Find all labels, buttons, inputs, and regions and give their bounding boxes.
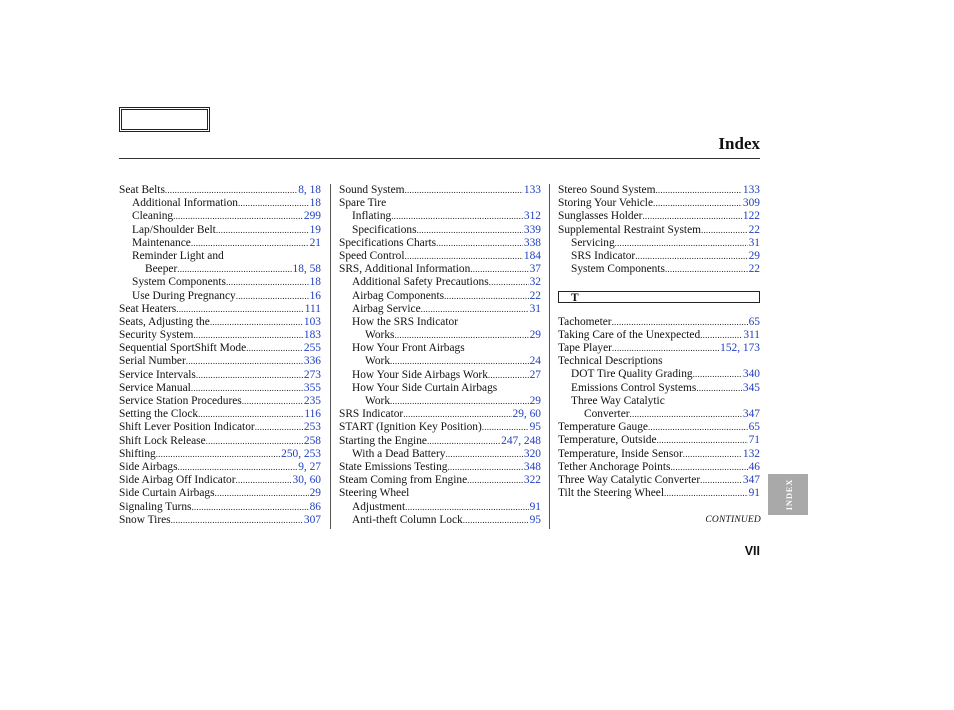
dot-leader bbox=[444, 290, 529, 303]
page-reference-link[interactable]: 22 bbox=[529, 289, 541, 302]
page-reference-link[interactable]: 322 bbox=[523, 474, 541, 487]
dot-leader bbox=[657, 434, 748, 447]
index-subentry bbox=[119, 263, 321, 276]
dot-leader bbox=[417, 224, 523, 237]
index-subentry bbox=[339, 290, 541, 303]
page-reference-link[interactable]: 307 bbox=[303, 513, 321, 526]
page-reference-link[interactable]: 348 bbox=[523, 460, 541, 473]
page-reference-link[interactable]: 355 bbox=[303, 381, 321, 394]
dot-leader bbox=[445, 448, 522, 461]
dot-leader bbox=[191, 237, 309, 250]
entry-text: SRS, Additional Information bbox=[339, 263, 471, 276]
dot-leader bbox=[156, 448, 280, 461]
entry-text: How the SRS Indicator bbox=[352, 315, 458, 328]
index-subentry bbox=[339, 355, 541, 368]
page-reference-link[interactable]: 71 bbox=[748, 434, 760, 447]
dot-leader bbox=[612, 342, 719, 355]
page-reference-link[interactable]: 336 bbox=[303, 355, 321, 368]
page-number: VII bbox=[744, 544, 760, 558]
index-entry bbox=[558, 474, 760, 487]
entry-text: Anti-theft Column Lock bbox=[352, 513, 463, 526]
index-subentry bbox=[558, 382, 760, 395]
page-reference-link[interactable]: 183 bbox=[303, 329, 321, 342]
dot-leader bbox=[447, 461, 522, 474]
entry-text: Additional Information bbox=[132, 197, 238, 210]
dot-leader bbox=[665, 263, 748, 276]
index-column-2 bbox=[339, 184, 541, 529]
entry-text: Technical Descriptions bbox=[558, 355, 663, 368]
page-reference-link[interactable]: 345 bbox=[742, 381, 760, 394]
dot-leader bbox=[178, 461, 298, 474]
dot-leader bbox=[664, 487, 748, 500]
index-subentry bbox=[119, 210, 321, 223]
dot-leader bbox=[193, 329, 303, 342]
entry-text: Additional Safety Precautions bbox=[352, 276, 489, 289]
index-subentry bbox=[119, 276, 321, 289]
dot-leader bbox=[405, 250, 523, 263]
dot-leader bbox=[226, 276, 309, 289]
page-reference-link[interactable]: 95 bbox=[529, 421, 541, 434]
page-reference-link[interactable]: 122 bbox=[742, 210, 760, 223]
index-subentry bbox=[339, 210, 541, 223]
entry-text: Seat Heaters bbox=[119, 302, 177, 315]
dot-leader bbox=[405, 501, 528, 514]
dot-leader bbox=[390, 355, 529, 368]
page-reference-link[interactable]: 111 bbox=[304, 302, 321, 315]
page-reference-link[interactable]: 133 bbox=[523, 184, 541, 196]
index-entry bbox=[558, 342, 760, 355]
index-subentry bbox=[339, 224, 541, 237]
index-side-tab[interactable] bbox=[768, 474, 808, 515]
dot-leader bbox=[403, 408, 511, 421]
index-entry bbox=[119, 474, 321, 487]
page-reference-link[interactable]: 32 bbox=[529, 276, 541, 289]
index-subentry bbox=[119, 237, 321, 250]
page-reference-link[interactable]: 24 bbox=[529, 355, 541, 368]
index-entry bbox=[558, 421, 760, 434]
entry-text: Side Curtain Airbags bbox=[119, 487, 215, 500]
index-entry bbox=[339, 435, 541, 448]
entry-text: Cleaning bbox=[132, 210, 174, 223]
dot-leader bbox=[648, 421, 748, 434]
index-subentry bbox=[339, 342, 541, 355]
dot-leader bbox=[390, 395, 529, 408]
index-entry bbox=[119, 382, 321, 395]
index-entry bbox=[339, 421, 541, 434]
entry-text: Service Intervals bbox=[119, 368, 196, 381]
entry-text: Serial Number bbox=[119, 355, 186, 368]
entry-text: Servicing bbox=[571, 236, 615, 249]
index-entry bbox=[339, 461, 541, 474]
entry-text: Temperature, Inside Sensor bbox=[558, 447, 683, 460]
index-entry bbox=[339, 474, 541, 487]
entry-text: Adjustment bbox=[352, 500, 406, 513]
dot-leader bbox=[642, 210, 741, 223]
entry-text: Airbag Service bbox=[352, 302, 421, 315]
dot-leader bbox=[215, 487, 309, 500]
entry-text: Steam Coming from Engine bbox=[339, 474, 468, 487]
index-subentry bbox=[339, 448, 541, 461]
entry-text: Sound System bbox=[339, 184, 405, 196]
page-reference-link[interactable]: 255 bbox=[303, 342, 321, 355]
index-subentry bbox=[558, 237, 760, 250]
index-entry bbox=[558, 329, 760, 342]
index-entry bbox=[558, 197, 760, 210]
dot-leader bbox=[236, 474, 292, 487]
page-reference-link[interactable]: 235 bbox=[303, 395, 321, 407]
index-entry bbox=[119, 355, 321, 368]
entry-text: Supplemental Restraint System bbox=[558, 223, 702, 236]
index-entry bbox=[339, 487, 541, 500]
index-entry bbox=[119, 369, 321, 382]
header-box bbox=[119, 107, 210, 132]
entry-text: Shift Lever Position Indicator bbox=[119, 421, 255, 434]
page-reference-link[interactable]: 86 bbox=[309, 500, 321, 513]
entry-text: System Components bbox=[571, 263, 665, 276]
page-reference-link[interactable]: 37 bbox=[529, 263, 541, 276]
page-reference-link[interactable]: 132 bbox=[742, 447, 760, 460]
entry-text: Tachometer bbox=[558, 315, 612, 328]
dot-leader bbox=[700, 474, 742, 487]
dot-leader bbox=[696, 382, 742, 395]
index-column-1 bbox=[119, 184, 321, 529]
page-reference-link[interactable]: 339 bbox=[523, 223, 541, 236]
index-entry bbox=[119, 487, 321, 500]
dot-leader bbox=[242, 395, 303, 408]
dot-leader bbox=[206, 435, 303, 448]
dot-leader bbox=[467, 474, 523, 487]
index-subentry bbox=[339, 303, 541, 316]
page-reference-link[interactable]: 18 bbox=[309, 197, 321, 210]
entry-text: Works bbox=[365, 329, 395, 342]
index-entry bbox=[558, 461, 760, 474]
entry-text: Reminder Light and bbox=[132, 249, 224, 262]
dot-leader bbox=[615, 237, 748, 250]
dot-leader bbox=[436, 237, 523, 250]
dot-leader bbox=[191, 382, 303, 395]
entry-text: Temperature, Outside bbox=[558, 434, 657, 447]
dot-leader bbox=[394, 329, 528, 342]
entry-text: Seats, Adjusting the bbox=[119, 315, 210, 328]
page-reference-link[interactable]: 116 bbox=[304, 408, 321, 421]
header-rule bbox=[119, 158, 760, 159]
entry-text: SRS Indicator bbox=[339, 408, 404, 421]
page-reference-link[interactable]: 18, 58 bbox=[292, 263, 321, 276]
index-entry bbox=[119, 184, 321, 197]
page-reference-link[interactable]: 16 bbox=[309, 289, 321, 302]
entry-text: Steering Wheel bbox=[339, 487, 410, 500]
dot-leader bbox=[488, 369, 529, 382]
page-reference-link[interactable]: 91 bbox=[529, 500, 541, 513]
entry-text: Tilt the Steering Wheel bbox=[558, 487, 664, 500]
entry-text: Tape Player bbox=[558, 342, 612, 355]
dot-leader bbox=[700, 329, 742, 342]
entry-text: Beeper bbox=[145, 263, 178, 276]
index-entry bbox=[558, 224, 760, 237]
index-entry bbox=[558, 487, 760, 500]
page-reference-link[interactable]: 299 bbox=[303, 210, 321, 223]
page-reference-link[interactable]: 347 bbox=[742, 473, 760, 486]
entry-text: Service Station Procedures bbox=[119, 395, 242, 407]
entry-text: Signaling Turns bbox=[119, 500, 192, 513]
index-entry bbox=[119, 435, 321, 448]
page-reference-link[interactable]: 338 bbox=[523, 236, 541, 249]
dot-leader bbox=[255, 421, 303, 434]
entry-text: Side Airbags bbox=[119, 460, 178, 473]
dot-leader bbox=[463, 514, 529, 527]
index-subentry bbox=[339, 382, 541, 395]
index-subentry bbox=[558, 368, 760, 381]
page-reference-link[interactable]: 133 bbox=[742, 184, 760, 196]
section-spacer bbox=[558, 276, 760, 289]
index-entry bbox=[119, 316, 321, 329]
entry-text: Sunglasses Holder bbox=[558, 210, 643, 223]
dot-leader bbox=[176, 303, 304, 316]
dot-leader bbox=[391, 210, 523, 223]
page-reference-link[interactable]: 309 bbox=[742, 197, 760, 210]
entry-text: Emissions Control Systems bbox=[571, 381, 697, 394]
index-subentry bbox=[119, 224, 321, 237]
index-subentry bbox=[119, 197, 321, 210]
dot-leader bbox=[421, 303, 529, 316]
index-entry bbox=[119, 448, 321, 461]
section-spacer bbox=[558, 303, 760, 316]
dot-leader bbox=[196, 369, 303, 382]
entry-text: How Your Side Airbags Work bbox=[352, 368, 488, 381]
index-entry bbox=[558, 316, 760, 329]
entry-text: Starting the Engine bbox=[339, 434, 427, 447]
entry-text: How Your Side Curtain Airbags bbox=[352, 381, 498, 394]
page-reference-link[interactable]: 247, 248 bbox=[501, 434, 541, 447]
page-reference-link[interactable]: 21 bbox=[309, 236, 321, 249]
dot-leader bbox=[489, 276, 529, 289]
index-entry bbox=[119, 303, 321, 316]
index-entry bbox=[339, 250, 541, 263]
index-entry bbox=[119, 329, 321, 342]
page-reference-link[interactable]: 91 bbox=[748, 487, 760, 500]
dot-leader bbox=[670, 461, 747, 474]
index-entry bbox=[339, 184, 541, 197]
index-entry bbox=[119, 501, 321, 514]
entry-text: Storing Your Vehicle bbox=[558, 197, 654, 210]
dot-leader bbox=[470, 263, 528, 276]
page-reference-link[interactable]: 250, 253 bbox=[281, 447, 321, 460]
page-reference-link[interactable]: 30, 60 bbox=[292, 474, 321, 487]
dot-leader bbox=[655, 184, 741, 197]
page-title: Index bbox=[718, 134, 760, 153]
entry-text: Specifications bbox=[352, 223, 417, 236]
entry-text: Service Manual bbox=[119, 381, 191, 394]
index-entry bbox=[558, 184, 760, 197]
entry-text: Airbag Components bbox=[352, 289, 445, 302]
index-subentry bbox=[339, 369, 541, 382]
index-subentry bbox=[558, 408, 760, 421]
entry-text: Security System bbox=[119, 329, 194, 342]
index-entry bbox=[339, 237, 541, 250]
entry-text: Inflating bbox=[352, 210, 392, 223]
dot-leader bbox=[693, 368, 742, 381]
dot-leader bbox=[405, 184, 523, 197]
dot-leader bbox=[210, 316, 303, 329]
dot-leader bbox=[612, 316, 748, 329]
dot-leader bbox=[683, 448, 742, 461]
index-entry bbox=[558, 355, 760, 368]
page-reference-link[interactable]: 19 bbox=[309, 223, 321, 236]
dot-leader bbox=[165, 184, 297, 197]
dot-leader bbox=[635, 250, 747, 263]
dot-leader bbox=[191, 501, 308, 514]
index-column-3 bbox=[558, 184, 760, 529]
index-entry bbox=[339, 408, 541, 421]
page-reference-link[interactable]: 311 bbox=[743, 328, 760, 341]
entry-text: State Emissions Testing bbox=[339, 460, 448, 473]
dot-leader bbox=[186, 355, 303, 368]
index-entry bbox=[119, 408, 321, 421]
page-reference-link[interactable]: 46 bbox=[748, 460, 760, 473]
continued-label: CONTINUED bbox=[705, 515, 761, 525]
entry-text: DOT Tire Quality Grading bbox=[571, 368, 693, 381]
column-divider bbox=[330, 184, 331, 529]
page-reference-link[interactable]: 29 bbox=[748, 249, 760, 262]
index-entry bbox=[558, 448, 760, 461]
dot-leader bbox=[173, 210, 303, 223]
index-entry bbox=[119, 395, 321, 408]
page-reference-link[interactable]: 65 bbox=[748, 421, 760, 434]
page-reference-link[interactable]: 18 bbox=[309, 276, 321, 289]
page-reference-link[interactable]: 273 bbox=[303, 368, 321, 381]
index-subentry bbox=[339, 514, 541, 527]
entry-text: Sequential SportShift Mode bbox=[119, 342, 247, 355]
entry-text: Use During Pregnancy bbox=[132, 289, 236, 302]
page-reference-link[interactable]: 184 bbox=[523, 249, 541, 262]
entry-text: Temperature Gauge bbox=[558, 421, 648, 434]
index-entry bbox=[119, 461, 321, 474]
page-reference-link[interactable]: 29 bbox=[309, 487, 321, 500]
page-reference-link[interactable]: 29, 60 bbox=[512, 408, 541, 421]
entry-text: SRS Indicator bbox=[571, 249, 636, 262]
dot-leader bbox=[236, 290, 309, 303]
page-reference-link[interactable]: 31 bbox=[748, 236, 760, 249]
index-entry bbox=[119, 421, 321, 434]
page-reference-link[interactable]: 22 bbox=[748, 263, 760, 276]
entry-text: System Components bbox=[132, 276, 226, 289]
index-subentry bbox=[339, 276, 541, 289]
page-reference-link[interactable]: 27 bbox=[529, 368, 541, 381]
index-subentry bbox=[339, 395, 541, 408]
index-entry bbox=[119, 342, 321, 355]
page-reference-link[interactable]: 22 bbox=[748, 223, 760, 236]
dot-leader bbox=[701, 224, 748, 237]
entry-text: START (Ignition Key Position) bbox=[339, 421, 482, 434]
entry-text: How Your Front Airbags bbox=[352, 342, 465, 355]
page-reference-link[interactable]: 65 bbox=[748, 315, 760, 328]
page-reference-link[interactable]: 340 bbox=[742, 368, 760, 381]
dot-leader bbox=[198, 408, 303, 421]
index-entry bbox=[558, 434, 760, 447]
side-tab-label: INDEX bbox=[784, 478, 794, 511]
dot-leader bbox=[427, 435, 500, 448]
entry-text: Shifting bbox=[119, 447, 156, 460]
entry-text: Work bbox=[365, 395, 391, 407]
entry-text: Snow Tires bbox=[119, 513, 171, 526]
page-reference-link[interactable]: 320 bbox=[523, 447, 541, 460]
index-entry bbox=[339, 197, 541, 210]
index-subentry bbox=[558, 263, 760, 276]
index-subentry bbox=[558, 395, 760, 408]
entry-text: Spare Tire bbox=[339, 197, 387, 210]
entry-text: Lap/Shoulder Belt bbox=[132, 223, 216, 236]
entry-text: Maintenance bbox=[132, 236, 191, 249]
index-entry bbox=[339, 263, 541, 276]
page-reference-link[interactable]: 8, 18 bbox=[298, 184, 321, 196]
page-reference-link[interactable]: 29 bbox=[529, 329, 541, 342]
page-reference-link[interactable]: 9, 27 bbox=[298, 460, 321, 473]
dot-leader bbox=[246, 342, 303, 355]
entry-text: Three Way Catalytic Converter bbox=[558, 473, 701, 486]
page-reference-link[interactable]: 95 bbox=[529, 513, 541, 526]
dot-leader bbox=[653, 197, 742, 210]
column-divider bbox=[549, 184, 550, 529]
section-letter-heading: T bbox=[558, 291, 760, 303]
entry-text: Specifications Charts bbox=[339, 236, 437, 249]
index-subentry bbox=[119, 290, 321, 303]
index-entry bbox=[119, 514, 321, 527]
entry-text: Taking Care of the Unexpected bbox=[558, 328, 701, 341]
index-subentry bbox=[339, 329, 541, 342]
page-reference-link[interactable]: 29 bbox=[529, 395, 541, 407]
dot-leader bbox=[177, 263, 291, 276]
dot-leader bbox=[171, 514, 303, 527]
entry-text: With a Dead Battery bbox=[352, 447, 446, 460]
entry-text: Tether Anchorage Points bbox=[558, 460, 671, 473]
index-entry bbox=[558, 210, 760, 223]
entry-text: Stereo Sound System bbox=[558, 184, 656, 196]
entry-text: Converter bbox=[584, 408, 630, 420]
entry-text: Three Way Catalytic bbox=[571, 394, 665, 407]
index-subentry bbox=[119, 250, 321, 263]
entry-text: Shift Lock Release bbox=[119, 434, 206, 447]
entry-text: Seat Belts bbox=[119, 184, 165, 196]
page-reference-link[interactable]: 103 bbox=[303, 315, 321, 328]
dot-leader bbox=[630, 408, 742, 421]
page-reference-link[interactable]: 31 bbox=[529, 302, 541, 315]
entry-text: Speed Control bbox=[339, 249, 405, 262]
dot-leader bbox=[238, 197, 309, 210]
dot-leader bbox=[482, 421, 529, 434]
index-subentry bbox=[339, 501, 541, 514]
entry-text: Side Airbag Off Indicator bbox=[119, 474, 236, 487]
page-reference-link[interactable]: 253 bbox=[303, 421, 321, 434]
page-reference-link[interactable]: 258 bbox=[303, 434, 321, 447]
entry-text: Setting the Clock bbox=[119, 408, 199, 421]
page-reference-link[interactable]: 312 bbox=[523, 210, 541, 223]
index-subentry bbox=[558, 250, 760, 263]
page-reference-link[interactable]: 347 bbox=[742, 408, 760, 420]
index-subentry bbox=[339, 316, 541, 329]
entry-text: Work bbox=[365, 355, 391, 368]
dot-leader bbox=[216, 224, 309, 237]
page-reference-link[interactable]: 152, 173 bbox=[720, 342, 760, 355]
